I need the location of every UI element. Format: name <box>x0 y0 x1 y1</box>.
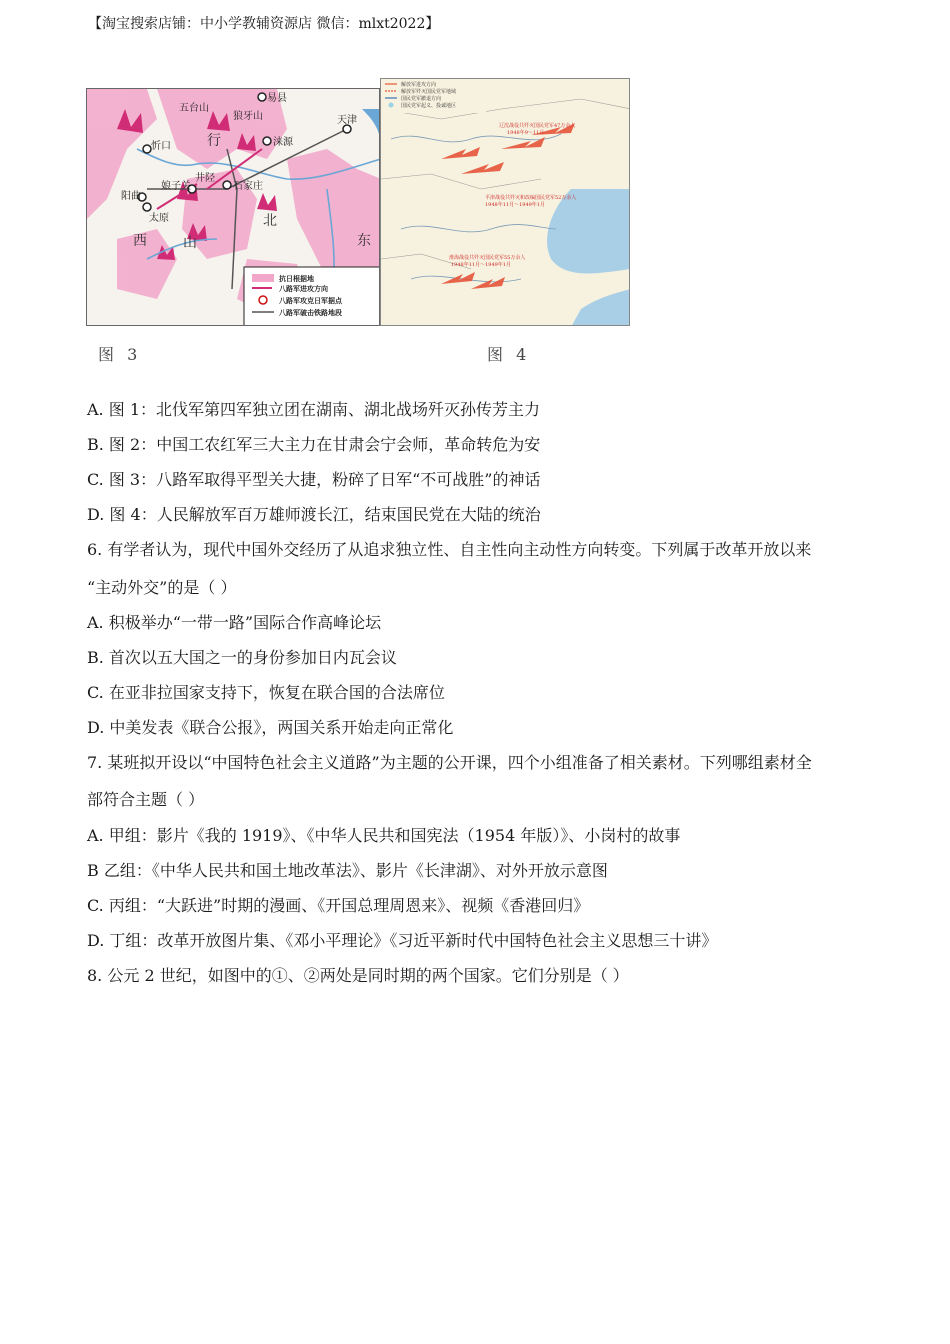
map3-label-xing: 行 <box>207 133 221 149</box>
map3-label-shijiazhuang: 石家庄 <box>233 181 263 192</box>
option-5c: C. 图 3：八路军取得平型关大捷，粉碎了日军“不可战胜”的神话 <box>87 470 541 489</box>
map3-label-wutaishan: 五台山 <box>179 103 209 114</box>
caption-figure-4: 图 4 <box>487 345 531 364</box>
map4-note-liaoshen: 辽沈战役共歼灭国民党军47万余人 <box>499 123 576 129</box>
option-7d: D. 丁组：改革开放图片集、《邓小平理论》《习近平新时代中国特色社会主义思想三十讲》 <box>87 931 718 950</box>
option-6a: A. 积极举办“一带一路”国际合作高峰论坛 <box>87 613 382 632</box>
option-6d: D. 中美发表《联合公报》，两国关系开始走向正常化 <box>87 718 454 737</box>
map3-label-yangqu: 阳曲 <box>121 191 141 202</box>
map3-label-bei: 北 <box>263 213 277 229</box>
map4-note-pingjin-date: 1948年11月～1949年1月 <box>485 202 545 208</box>
option-5a: A. 图 1：北伐军第四军独立团在湖南、湖北战场歼灭孙传芳主力 <box>87 400 540 419</box>
option-7c: C. 丙组：“大跃进”时期的漫画、《开国总理周恩来》、视频《香港回归》 <box>87 896 590 915</box>
map4-note-huaihai: 淮海战役共歼灭国民党军55万余人 <box>449 255 526 261</box>
question-6-stem: 6. 有学者认为，现代中国外交经历了从追求独立性、自主性向主动性方向转变。下列属于改革开放以来 <box>87 540 812 559</box>
map4-note-liaoshen-date: 1948年9～11月 <box>507 130 545 136</box>
option-5d: D. 图 4：人民解放军百万雄师渡长江，结束国民党在大陆的统治 <box>87 505 541 524</box>
map3-label-dong: 东 <box>357 233 371 249</box>
option-5b: B. 图 2：中国工农红军三大主力在甘肃会宁会师，革命转危为安 <box>87 435 541 454</box>
question-7-stem: 7. 某班拟开设以“中国特色社会主义道路”为主题的公开课，四个小组准备了相关素材。下列哪组素材全 <box>87 753 812 772</box>
question-6-stem-cont: “主动外交”的是（ ） <box>87 578 237 597</box>
map4-note-huaihai-date: 1948年11月～1949年1月 <box>451 262 511 268</box>
map3-label-yixian: 易县 <box>267 93 287 104</box>
map3-label-tianjin: 天津 <box>337 115 357 126</box>
map3-label-langyashan: 狼牙山 <box>233 111 263 122</box>
map4-legend-retreat: 国民党军撤退方向 <box>401 96 442 102</box>
option-7b: B 乙组：《中华人民共和国土地改革法》、影片《长津湖》、对外开放示意图 <box>87 861 608 880</box>
map3-label-laiyuan: 涞源 <box>273 137 293 148</box>
map4-legend-defect: 国民党军起义、投诚地区 <box>401 103 457 109</box>
map3-label-xinkou: 忻口 <box>151 141 171 152</box>
map3-label-shan: 山 <box>183 235 197 251</box>
map4-note-pingjin: 平津战役共歼灭和改编国民党军52万余人 <box>485 195 577 201</box>
map4-legend-annihilate: 解放军歼灭国民党军地域 <box>401 89 457 95</box>
option-6b: B. 首次以五大国之一的身份参加日内瓦会议 <box>87 648 397 667</box>
map3-legend-attack: 八路军进攻方向 <box>279 284 328 293</box>
map3-legend-rail: 八路军破击铁路地段 <box>279 308 342 317</box>
map4-legend-attack: 解放军进攻方向 <box>401 82 437 88</box>
caption-figure-3: 图 3 <box>98 345 142 364</box>
option-6c: C. 在亚非拉国家支持下，恢复在联合国的合法席位 <box>87 683 445 702</box>
map3-legend-capture: 八路军攻克日军据点 <box>279 296 342 305</box>
question-7-stem-cont: 部符合主题（ ） <box>87 790 205 809</box>
figure-3-map <box>86 88 380 326</box>
question-8-stem: 8. 公元 2 世纪，如图中的①、②两处是同时期的两个国家。它们分别是（ ） <box>87 966 629 985</box>
figure-4-map <box>380 78 630 326</box>
map3-label-niangziguan: 娘子关 <box>161 181 191 192</box>
option-7a: A. 甲组：影片《我的 1919》、《中华人民共和国宪法（1954 年版）》、小岗村的故事 <box>87 826 681 845</box>
map3-label-jingxing: 井陉 <box>195 173 215 184</box>
map3-label-taiyuan: 太原 <box>149 213 169 224</box>
figures-3-4 <box>86 78 630 326</box>
source-header: 【淘宝搜索店铺：中小学教辅资源店 微信：mlxt2022】 <box>88 16 440 32</box>
map3-legend-base: 抗日根据地 <box>279 274 314 283</box>
map3-label-xi: 西 <box>133 233 147 249</box>
